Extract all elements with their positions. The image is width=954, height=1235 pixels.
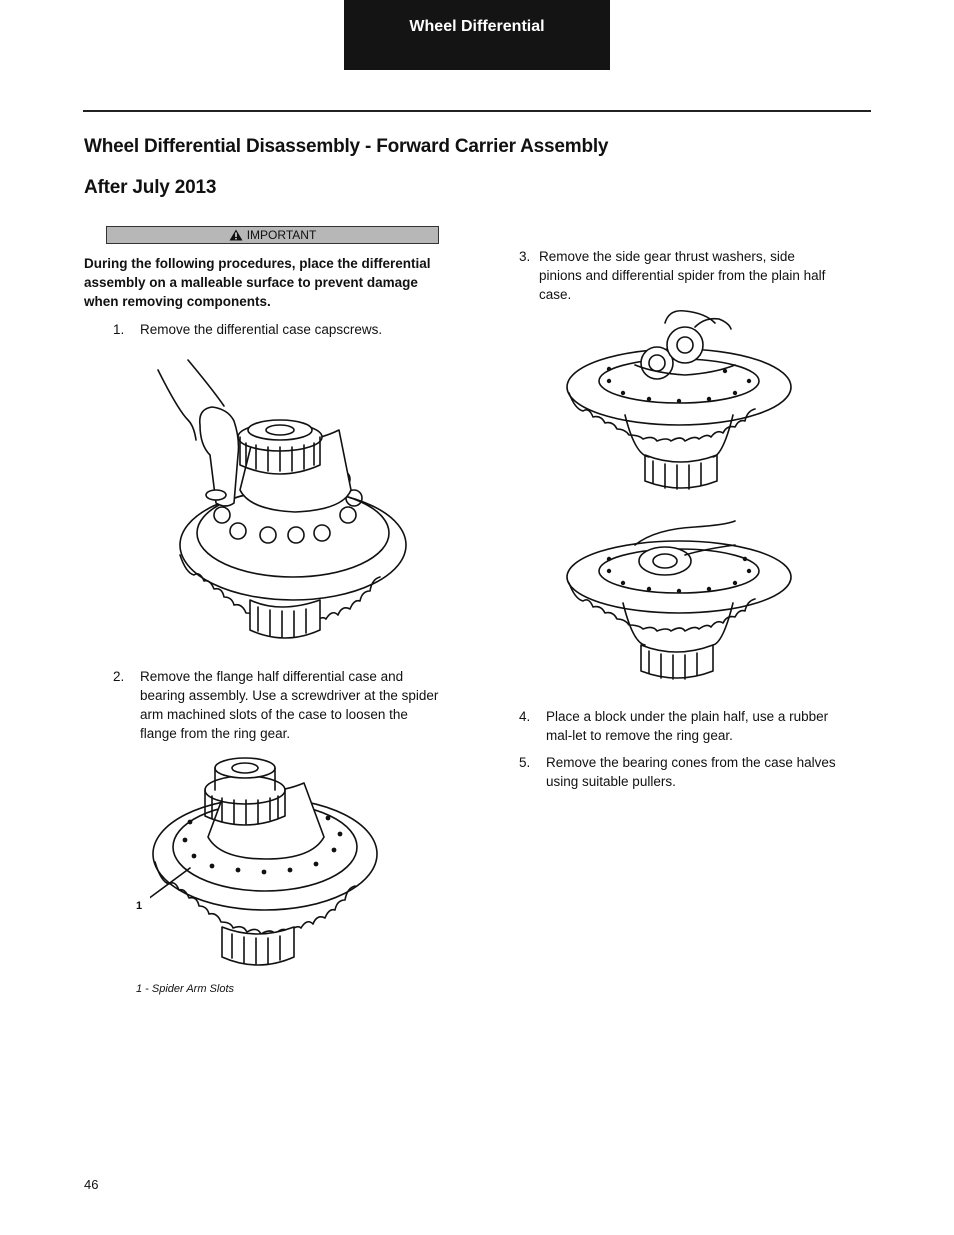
section-header-tab bbox=[344, 0, 610, 70]
figure-flange-half-removal bbox=[150, 752, 382, 974]
page-number: 46 bbox=[84, 1177, 99, 1192]
figure-thrust-washer-removal bbox=[565, 515, 797, 680]
step-text: Remove the differential case capscrews. bbox=[140, 322, 383, 337]
page-subtitle: After July 2013 bbox=[84, 177, 217, 198]
section-title: Wheel Differential bbox=[409, 18, 545, 35]
figure-capscrew-removal bbox=[150, 355, 420, 650]
figure-callout-1: 1 bbox=[136, 900, 143, 912]
step-text: Place a block under the plain half, use a rubber mal-let to remove the ring gear. bbox=[546, 709, 829, 743]
step-text: Remove the flange half differential case and bearing assembly. Use a screwdriver at the spider arm machined slots of the case to loosen the flange from the ring gear. bbox=[140, 669, 439, 741]
warning-triangle-icon bbox=[229, 229, 243, 241]
header-divider bbox=[83, 110, 871, 112]
figure-pinion-removal bbox=[565, 305, 797, 490]
step-text: Remove the bearing cones from the case halves using suitable pullers. bbox=[546, 755, 836, 789]
page-title: Wheel Differential Disassembly - Forward Carrier Assembly bbox=[84, 136, 609, 157]
step-number: 4. bbox=[519, 709, 531, 724]
step-number: 3. bbox=[519, 249, 531, 264]
important-note: During the following procedures, place the differential assembly on a malleable surface to prevent damage when removing components. bbox=[84, 256, 431, 309]
step-number: 5. bbox=[519, 755, 531, 770]
important-banner bbox=[106, 226, 439, 244]
step-number: 2. bbox=[113, 669, 125, 684]
step-text: Remove the side gear thrust washers, side pinions and differential spider from the plain half case. bbox=[539, 249, 826, 302]
step-number: 1. bbox=[113, 322, 125, 337]
figure-caption: 1 - Spider Arm Slots bbox=[136, 983, 235, 995]
important-label: IMPORTANT bbox=[246, 228, 317, 242]
